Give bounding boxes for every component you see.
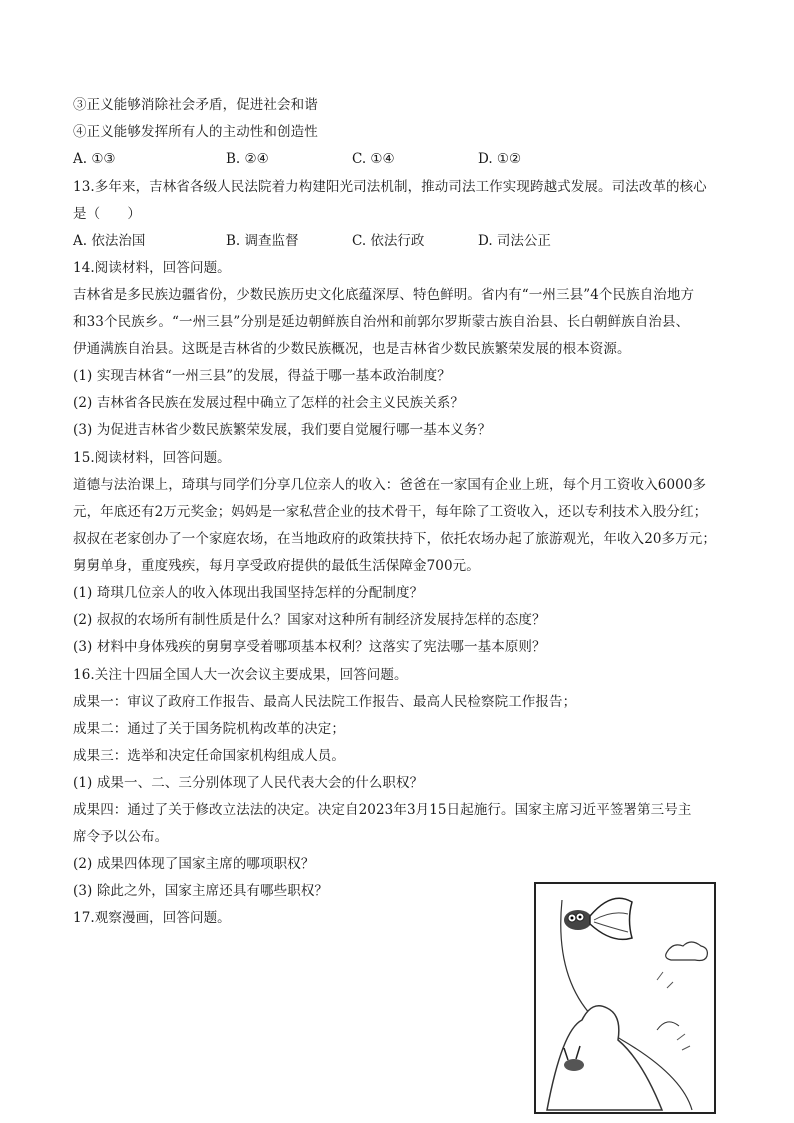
q15-question-2: (2) 叔叔的农场所有制性质是什么？国家对这种所有制经济发展持怎样的态度？	[73, 612, 546, 628]
q14-material-line1: 吉林省是多民族边疆省份，少数民族历史文化底蕴深厚、特色鲜明。省内有“一州三县”4个民族自治地方	[73, 287, 695, 303]
q13-stem-line2: 是（ ）	[73, 206, 141, 222]
q14-material-line3: 伊通满族自治县。这既是吉林省的少数民族概况，也是吉林省少数民族繁荣发展的根本资源。	[73, 341, 631, 357]
q15-title: 15.阅读材料，回答问题。	[73, 450, 231, 466]
q12-option-b[interactable]: B. ②④	[226, 151, 269, 167]
q17-title: 17.观察漫画，回答问题。	[73, 910, 231, 926]
q14-question-2: (2) 吉林省各民族在发展过程中确立了怎样的社会主义民族关系？	[73, 395, 465, 411]
q16-question-3: (3) 除此之外，国家主席还具有哪些职权？	[73, 883, 329, 899]
q15-material-line3: 叔叔在老家创办了一个家庭农场，在当地政府的政策扶持下，依托农场办起了旅游观光，年收入20多万元；	[73, 531, 716, 547]
q16-result-4-line1: 成果四：通过了关于修改立法法的决定。决定自2023年3月15日起施行。国家主席习近平签署第三号主	[73, 802, 692, 818]
q13-option-d[interactable]: D. 司法公正	[478, 233, 551, 249]
q12-statement-4: ④正义能够发挥所有人的主动性和创造性	[73, 124, 318, 140]
q12-option-a[interactable]: A. ①③	[73, 151, 116, 167]
q15-material-line1: 道德与法治课上，琦琪与同学们分享几位亲人的收入：爸爸在一家国有企业上班，每个月工资收入6000多	[73, 477, 707, 493]
q15-material-line4: 舅舅单身，重度残疾，每月享受政府提供的最低生活保障金700元。	[73, 558, 480, 574]
q14-question-3: (3) 为促进吉林省少数民族繁荣发展，我们要自觉履行哪一基本义务？	[73, 422, 492, 438]
q16-result-4-line2: 席令予以公布。	[73, 829, 169, 845]
cartoon-icon	[532, 880, 718, 1116]
q16-question-2: (2) 成果四体现了国家主席的哪项职权？	[73, 856, 315, 872]
q12-option-d[interactable]: D. ①②	[478, 151, 522, 167]
q12-option-c[interactable]: C. ①④	[352, 151, 395, 167]
q16-result-2: 成果二：通过了关于国务院机构改革的决定；	[73, 721, 345, 737]
q15-material-line2: 元，年底还有2万元奖金；妈妈是一家私营企业的技术骨干，每年除了工资收入，还以专利技术入股分红；	[73, 504, 708, 520]
q16-result-1: 成果一：审议了政府工作报告、最高人民法院工作报告、最高人民检察院工作报告；	[73, 694, 577, 710]
q13-option-b[interactable]: B. 调查监督	[226, 233, 299, 249]
q12-statement-3: ③正义能够消除社会矛盾，促进社会和谐	[73, 97, 318, 113]
q14-title: 14.阅读材料，回答问题。	[73, 260, 231, 276]
q16-title: 16.关注十四届全国人大一次会议主要成果，回答问题。	[73, 667, 408, 683]
q16-result-3: 成果三：选举和决定任命国家机构组成人员。	[73, 748, 345, 764]
q15-question-1: (1) 琦琪几位亲人的收入体现出我国坚持怎样的分配制度？	[73, 585, 424, 601]
q13-stem-line1: 13.多年来，吉林省各级人民法院着力构建阳光司法机制，推动司法工作实现跨越式发展。司法改革的核心	[73, 179, 707, 195]
q14-material-line2: 和33个民族乡。“一州三县”分别是延边朝鲜族自治州和前郭尔罗斯蒙古族自治县、长白朝鲜族自治县、	[73, 314, 690, 330]
q14-question-1: (1) 实现吉林省“一州三县”的发展，得益于哪一基本政治制度？	[73, 368, 451, 384]
q16-question-1: (1) 成果一、二、三分别体现了人民代表大会的什么职权？	[73, 775, 424, 791]
q13-option-a[interactable]: A. 依法治国	[73, 233, 146, 249]
q13-option-c[interactable]: C. 依法行政	[352, 233, 425, 249]
q15-question-3: (3) 材料中身体残疾的舅舅享受着哪项基本权利？这落实了宪法哪一基本原则？	[73, 639, 546, 655]
